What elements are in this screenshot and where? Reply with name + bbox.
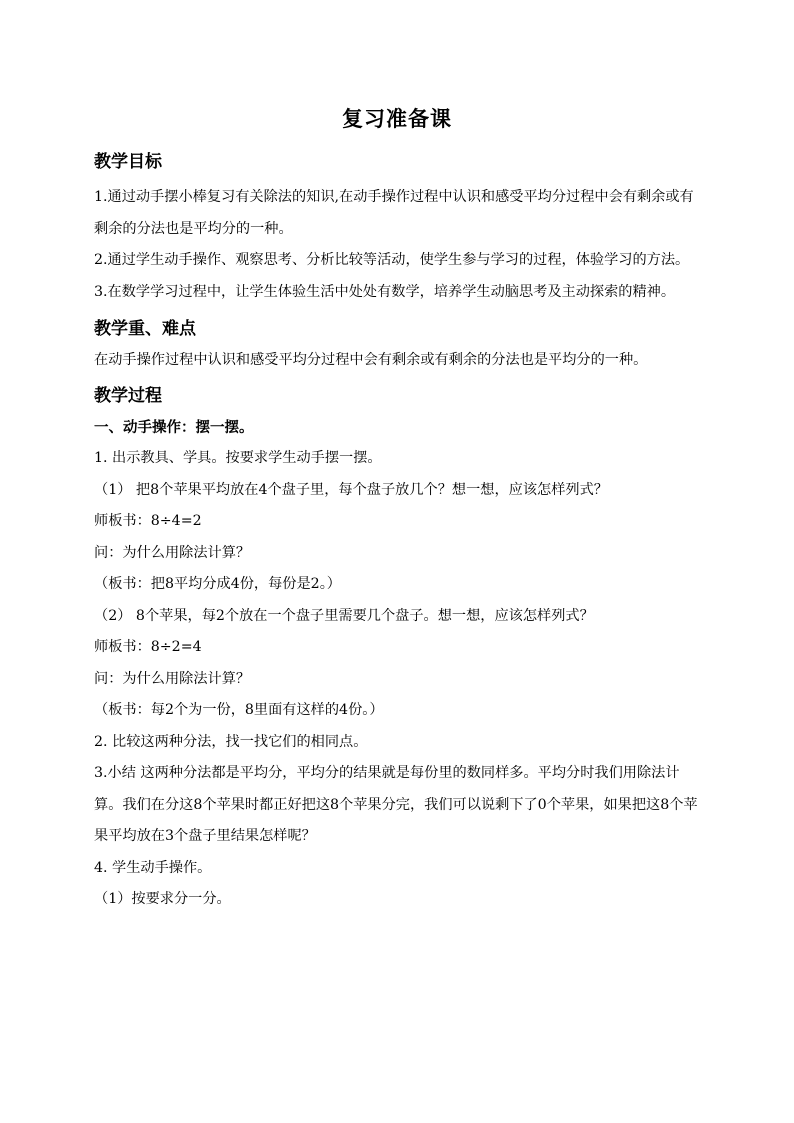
key-points-heading: 教学重、难点 — [94, 319, 196, 339]
process-line: 2. 比较这两种分法，找一找它们的相同点。 — [94, 733, 368, 750]
process-line: 4. 学生动手操作。 — [94, 859, 212, 876]
key-points-paragraph: 在动手操作过程中认识和感受平均分过程中会有剩余或有剩余的分法也是平均分的一种。 — [94, 352, 648, 368]
document-body — [94, 150, 704, 916]
process-line: 问：为什么用除法计算？ — [94, 544, 251, 561]
page-title: 复习准备课 — [342, 106, 452, 131]
process-line: （板书：把8平均分成4份，每份是2。） — [94, 576, 341, 592]
goal-paragraph-2: 2.通过学生动手操作、观察思考、分析比较等活动，使学生参与学习的过程，体验学习的方法。 — [94, 252, 690, 268]
process-subheading: 一、动手操作：摆一摆。 — [94, 418, 254, 436]
goal-paragraph-1: 1.通过动手摆小棒复习有关除法的知识,在动手操作过程中认识和感受平均分过程中会有剩余或有剩余的分法也是平均分的一种。 — [94, 189, 694, 237]
process-line: （1）按要求分一分。 — [94, 891, 231, 907]
process-line: （2） 8个苹果，每2个放在一个盘子里需要几个盘子。想一想，应该怎样列式？ — [94, 607, 594, 624]
process-line: 1. 出示教具、学具。按要求学生动手摆一摆。 — [94, 450, 382, 466]
process-line: 问：为什么用除法计算？ — [94, 670, 251, 687]
process-heading: 教学过程 — [94, 385, 162, 406]
process-line: （1） 把8个苹果平均放在4个盘子里，每个盘子放几个？想一想，应该怎样列式？ — [94, 481, 608, 498]
process-line: 3.小结 这两种分法都是平均分，平均分的结果就是每份里的数同样多。平均分时我们用除法计算。我们在分这8个苹果时都正好把这8个苹果分完，我们可以说剩下了0个苹果，如果把这8个苹果平均放在3个盘子里结果怎样呢？ — [94, 765, 698, 844]
process-line: 师板书：8÷2=4 — [94, 639, 202, 655]
goals-heading: 教学目标 — [94, 152, 162, 172]
goal-paragraph-3: 3.在数学学习过程中，让学生体验生活中处处有数学，培养学生动脑思考及主动探索的精神。 — [94, 283, 676, 300]
process-line: （板书：每2个为一份，8里面有这样的4份。） — [94, 702, 384, 718]
process-line: 师板书：8÷4=2 — [94, 513, 202, 529]
